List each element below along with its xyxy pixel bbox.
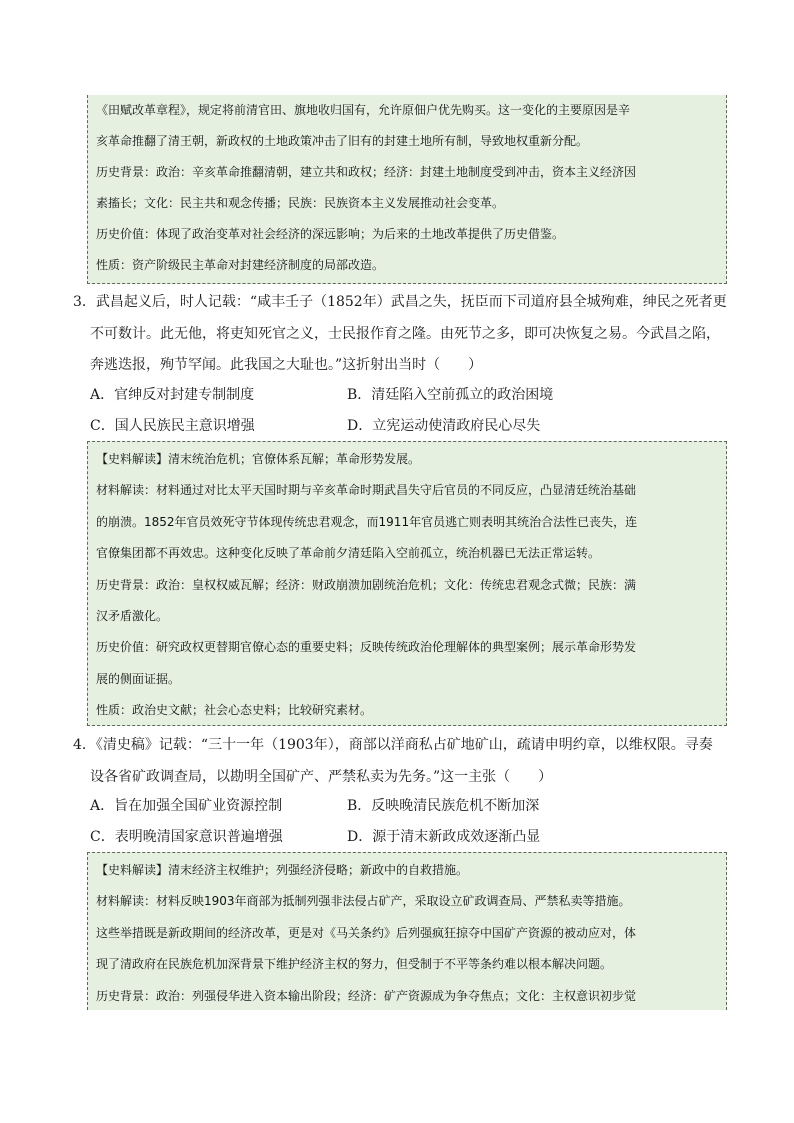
box-line: 历史背景：政治：列强侵华进入资本输出阶段；经济：矿产资源成为争夺焦点；文化：主权意识初步觉 xyxy=(96,988,637,1003)
question-4 xyxy=(73,730,713,793)
question-line: 奔逃迭报，殉节罕闻。此我国之大耻也。”这折射出当时（ ） xyxy=(90,357,483,373)
box-line: 材料解读：材料反映1903年商部为抵制列强非法侵占矿产，采取设立矿政调查局、严禁私卖等措施。 xyxy=(96,894,631,909)
question-line: 4．《清史稿》记载：“三十一年（1903年），商部以洋商私占矿地矿山，疏请申明约章，以维权限。寻奏 xyxy=(73,737,713,753)
question-line: 设各省矿政调查局，以勘明全国矿产、严禁私卖为先务。”这一主张（ ） xyxy=(90,768,553,785)
box-line: 展的侧面证据。 xyxy=(96,671,181,686)
option-c[interactable]: C．表明晚清国家意识普遍增强 xyxy=(90,829,283,845)
question-4-options xyxy=(90,791,710,853)
box-line: 材料解读：材料通过对比太平天国时期与辛亥革命时期武昌失守后官员的不同反应，凸显清廷统治基础 xyxy=(96,483,637,498)
option-d[interactable]: D．源于清末新政成效逐渐凸显 xyxy=(347,829,541,845)
box-line: 历史背景：政治：辛亥革命推翻清朝，建立共和政权；经济：封建土地制度受到冲击，资本主义经济因 xyxy=(96,165,637,179)
question-line: 3．武昌起义后，时人记载：“咸丰壬子（1852年）武昌之失，抚臣而下司道府县全城殉难，绅民之死者更 xyxy=(73,294,727,310)
question-3-options xyxy=(90,380,710,442)
option-a[interactable]: A．旨在加强全国矿业资源控制 xyxy=(90,798,283,814)
box-line: 这些举措既是新政期间的经济改革，更是对《马关条约》后列强疯狂掠夺中国矿产资源的被动应对，体 xyxy=(96,925,637,940)
analysis-box-2 xyxy=(87,441,727,726)
box-title: 【史料解读】清末经济主权维护；列强经济侵略；新政中的自救措施。 xyxy=(96,863,469,877)
box-line: 现了清政府在民族危机加深背景下维护经济主权的努力，但受制于不平等条约难以根本解决问题。 xyxy=(96,957,613,972)
box-title: 【史料解读】清末统治危机；官僚体系瓦解；革命形势发展。 xyxy=(96,452,421,466)
box-line: 汉矛盾激化。 xyxy=(96,608,169,623)
analysis-box-3 xyxy=(87,852,727,1010)
option-c[interactable]: C．国人民族民主意识增强 xyxy=(90,418,255,434)
option-d[interactable]: D．立宪运动使清政府民心尽失 xyxy=(347,418,541,434)
box-line: 亥革命推翻了清王朝，新政权的土地政策冲击了旧有的封建土地所有制，导致地权重新分配。 xyxy=(96,134,589,148)
question-line: 不可数计。此无他，将吏知死官之义，士民报作育之隆。由死节之多，即可决恢复之易。今武昌之陷， xyxy=(90,325,720,342)
box-line: 《田赋改革章程》，规定将前清官田、旗地收归国有，允许原佃户优先购买。这一变化的主要原因是辛 xyxy=(96,103,631,117)
option-b[interactable]: B．反映晚清民族危机不断加深 xyxy=(347,798,540,814)
option-b[interactable]: B．清廷陷入空前孤立的政治困境 xyxy=(347,387,554,403)
question-3 xyxy=(73,287,727,382)
box-line: 历史价值：研究政权更替期官僚心态的重要史料；反映传统政治伦理解体的典型案例；展示革命形势发 xyxy=(96,640,637,655)
box-line: 素搐长；文化：民主共和观念传播；民族：民族资本主义发展推动社会变革。 xyxy=(96,196,505,210)
option-a[interactable]: A．官绅反对封建专制制度 xyxy=(90,387,255,403)
analysis-box-1 xyxy=(87,95,727,284)
box-line: 性质：资产阶级民主革命对封建经济制度的局部改造。 xyxy=(96,258,385,272)
box-line: 历史背景：政治：皇权权威瓦解；经济：财政崩溃加剧统治危机；文化：传统忠君观念式微；民族：满 xyxy=(96,577,637,592)
box-line: 历史价值：体现了政治变革对社会经济的深远影响；为后来的土地改革提供了历史借鉴。 xyxy=(96,227,565,241)
box-line: 官僚集团都不再效忠。这种变化反映了革命前夕清廷陷入空前孤立，统治机器已无法正常运转。 xyxy=(96,546,601,561)
box-line: 的崩溃。1852年官员效死守节体现传统忠君观念，而1911年官员逃亡则表明其统治合法性已丧失，连 xyxy=(96,514,638,529)
box-line: 性质：政治史文献；社会心态史料；比较研究素材。 xyxy=(96,703,373,718)
